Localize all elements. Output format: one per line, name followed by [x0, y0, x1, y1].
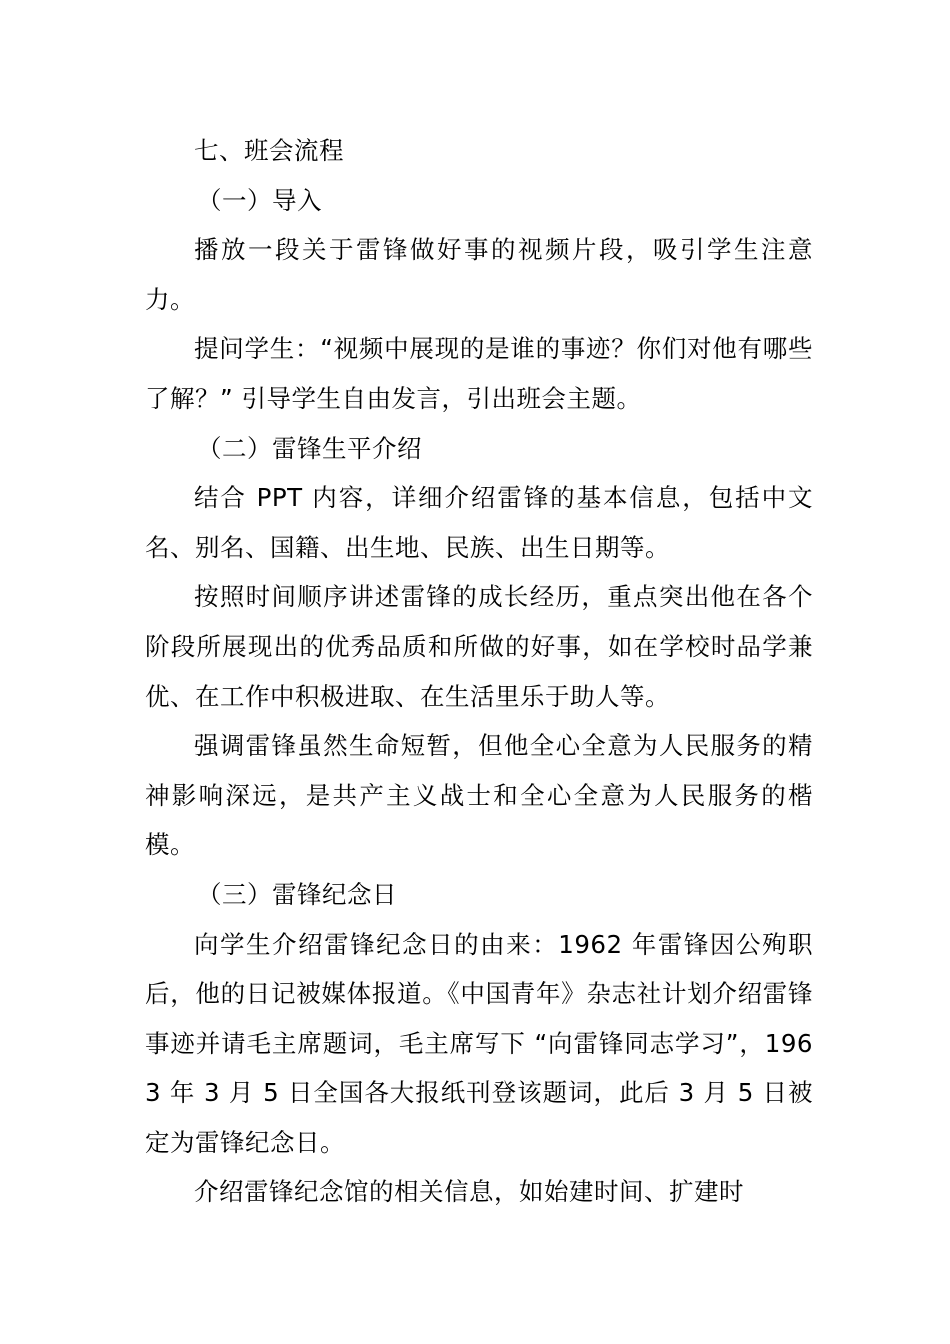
subsection-heading-biography: （二）雷锋生平介绍 — [197, 433, 422, 463]
paragraph: 播放一段关于雷锋做好事的视频片段，吸引学生注意力。 — [145, 235, 813, 314]
subsection-heading-intro: （一）导入 — [197, 185, 322, 215]
paragraph: 向学生介绍雷锋纪念日的由来：1962 年雷锋因公殉职后，他的日记被媒体报道。《中国青年》杂志社计划介绍雷锋事迹并请毛主席题词，毛主席写下 “向雷锋同志学习”，1963 年 3 月 5 日全国各大报纸刊登该题词，此后 3 月 5 日被定为雷锋纪念日。 — [145, 929, 813, 1157]
paragraph: 提问学生：“视频中展现的是谁的事迹？你们对他有哪些了解？” 引导学生自由发言，引出班会主题。 — [145, 334, 813, 413]
subsection-heading-memorial-day: （三）雷锋纪念日 — [197, 879, 397, 909]
paragraph: 按照时间顺序讲述雷锋的成长经历，重点突出他在各个阶段所展现出的优秀品质和所做的好事，如在学校时品学兼优、在工作中积极进取、在生活里乐于助人等。 — [145, 582, 813, 711]
paragraph: 强调雷锋虽然生命短暂，但他全心全意为人民服务的精神影响深远，是共产主义战士和全心全意为人民服务的楷模。 — [145, 731, 813, 860]
paragraph: 介绍雷锋纪念馆的相关信息，如始建时间、扩建时 — [194, 1177, 744, 1207]
section-title: 七、班会流程 — [194, 136, 344, 165]
paragraph: 结合 PPT 内容，详细介绍雷锋的基本信息，包括中文名、别名、国籍、出生地、民族、出生日期等。 — [145, 483, 813, 562]
document-body — [145, 126, 813, 1217]
